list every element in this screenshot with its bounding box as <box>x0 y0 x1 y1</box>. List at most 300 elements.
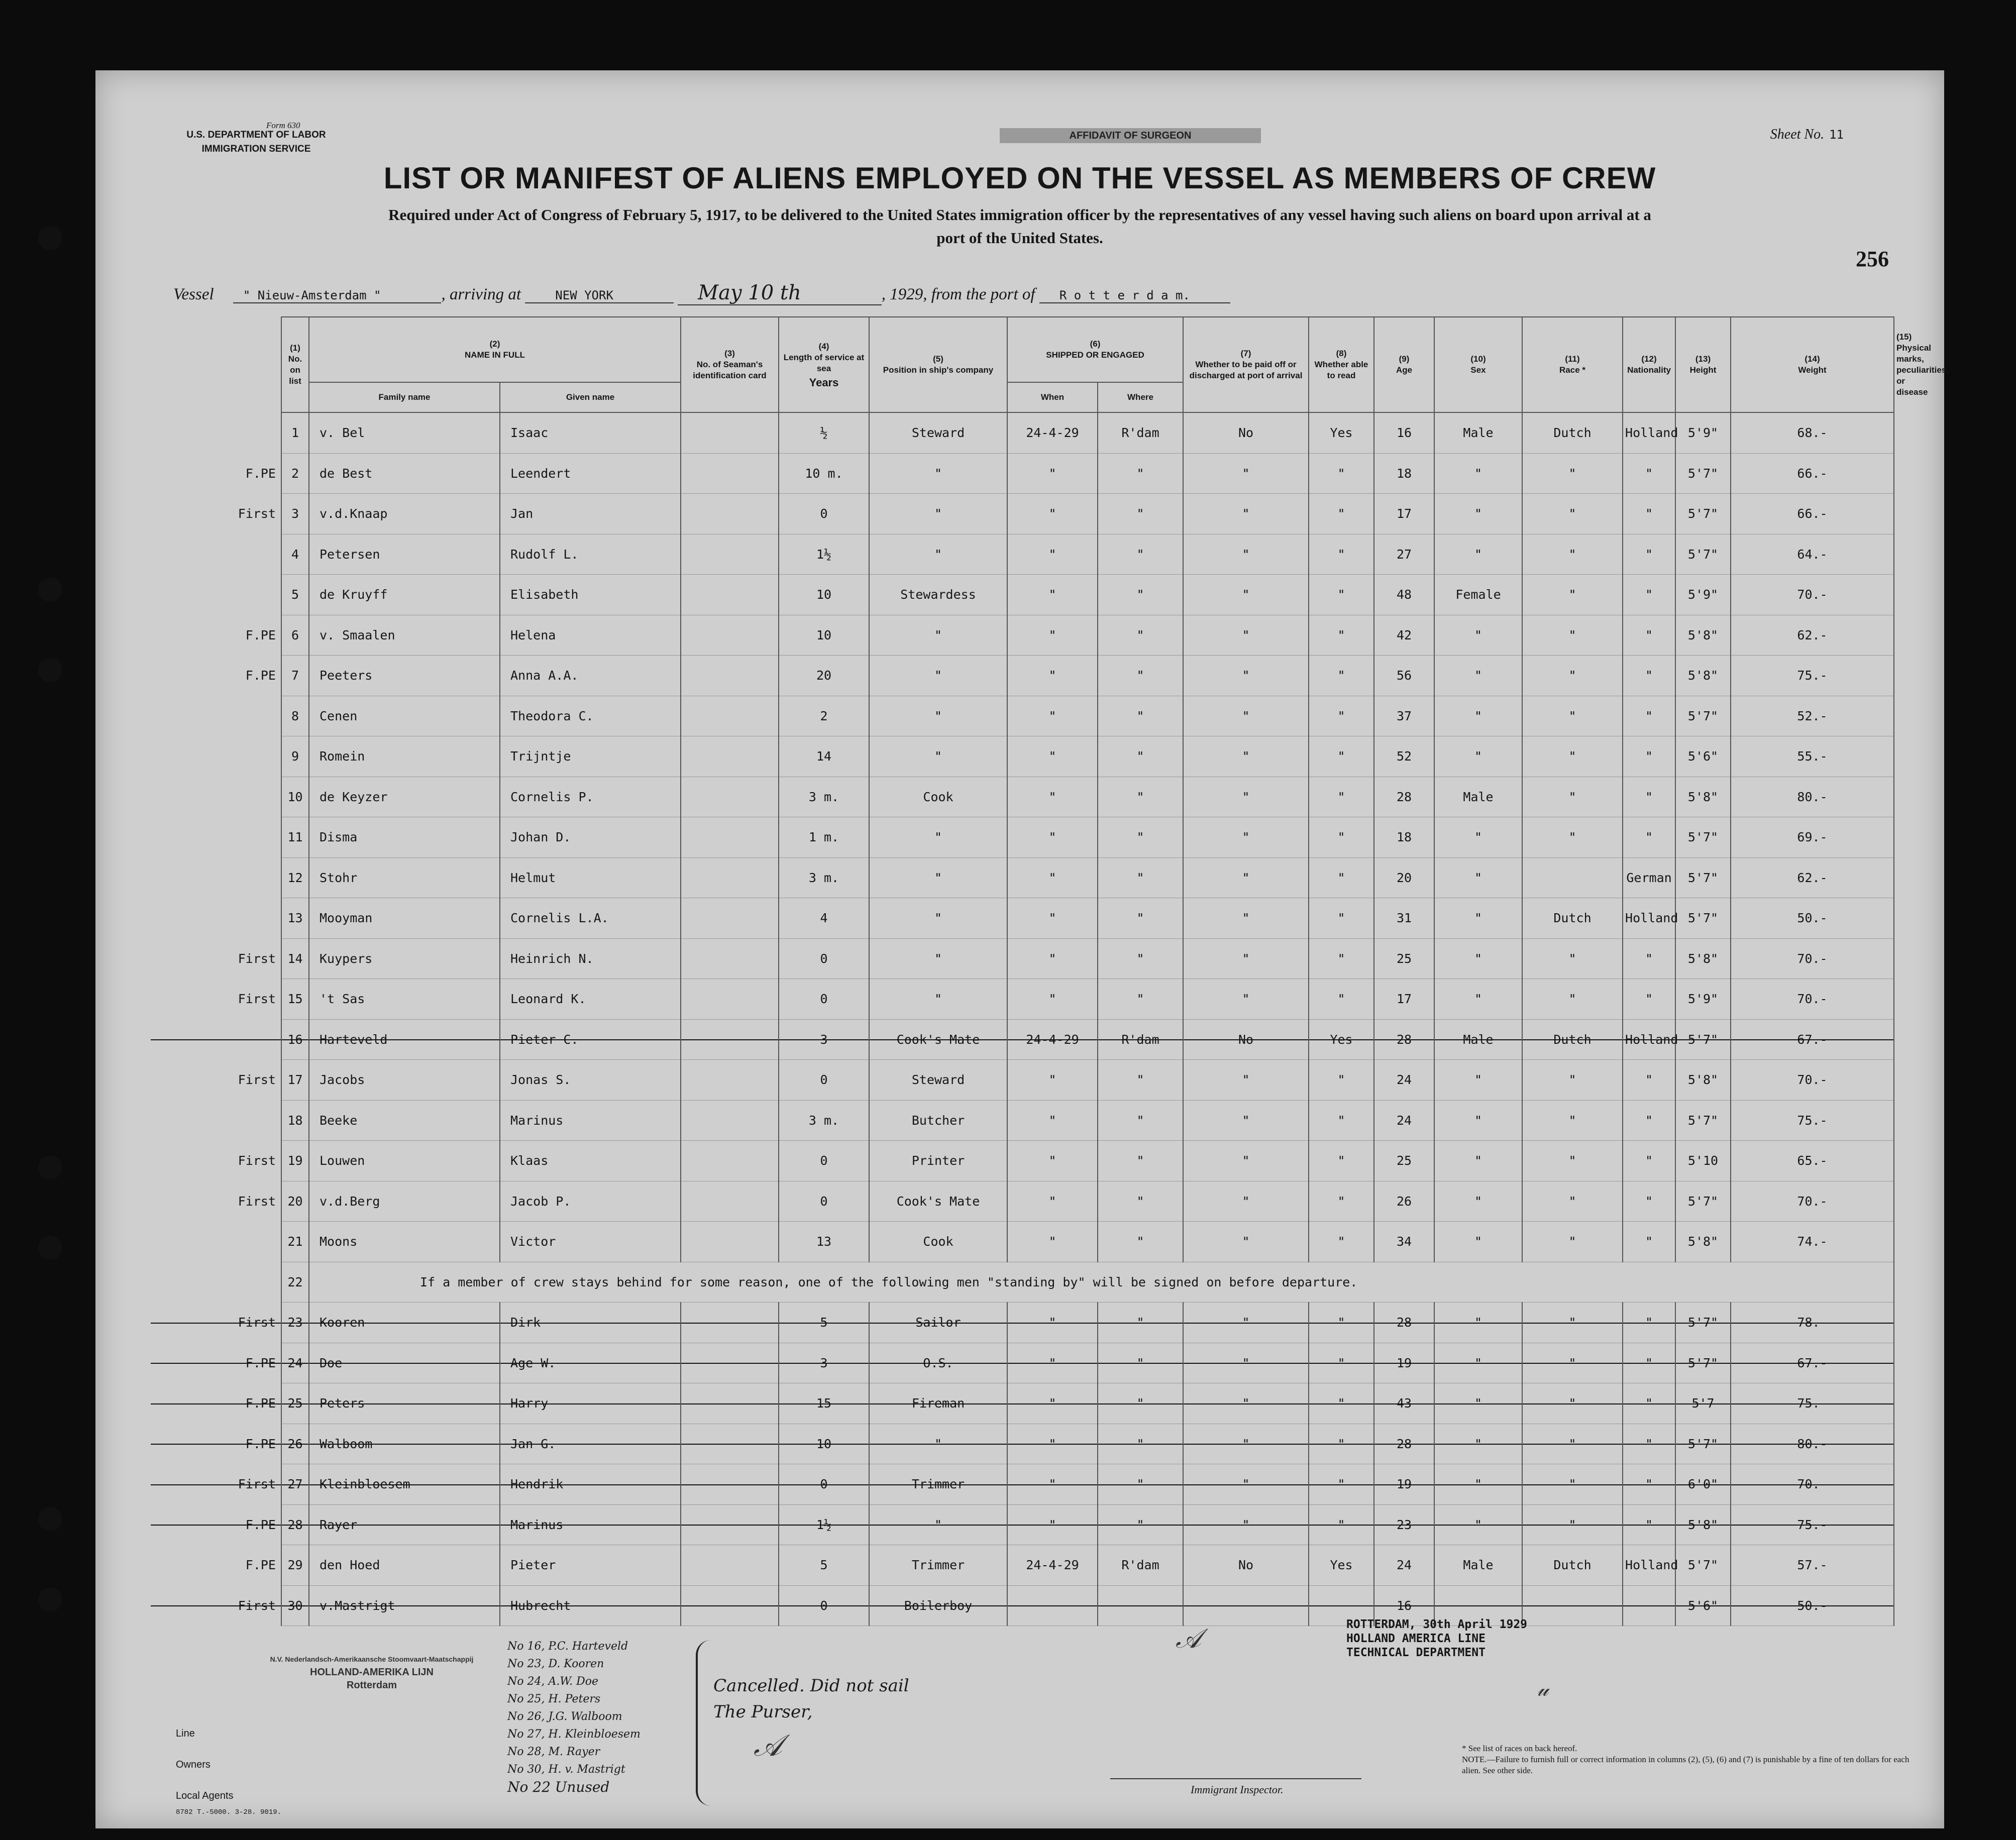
cell-read: " <box>1309 1464 1374 1505</box>
cell-age: 52 <box>1374 736 1434 777</box>
cell-age: 43 <box>1374 1383 1434 1424</box>
cell-nat: " <box>1623 1141 1675 1181</box>
cell-when: " <box>1007 1141 1098 1181</box>
cell-paid: " <box>1183 696 1309 736</box>
header-given-name: Given name <box>500 382 681 412</box>
cell-card <box>681 777 779 817</box>
row-prefix: First <box>238 1153 276 1168</box>
cell-ht: 5'7" <box>1675 494 1731 534</box>
cell-ht: 5'10 <box>1675 1141 1731 1181</box>
cell-card <box>681 1504 779 1545</box>
cell-race: Dutch <box>1522 898 1623 939</box>
cell-when: " <box>1007 898 1098 939</box>
cell-yrs: 0 <box>779 938 869 979</box>
cell-pos: " <box>869 898 1007 939</box>
cell-ht: 5'7" <box>1675 1303 1731 1343</box>
cell-fam: Kleinbloesem <box>309 1464 500 1505</box>
cell-ht: 5'7" <box>1675 696 1731 736</box>
cell-where: " <box>1098 615 1183 656</box>
cell-paid: " <box>1183 979 1309 1020</box>
cell-fam: de Keyzer <box>309 777 500 817</box>
cell-race: " <box>1522 817 1623 858</box>
cell-pos: " <box>869 1424 1007 1464</box>
cell-no: 13 <box>281 898 309 939</box>
cell-sex: " <box>1434 1181 1522 1222</box>
cell-giv: Jonas S. <box>500 1060 681 1101</box>
cell-wt: 80.- <box>1731 1424 1894 1464</box>
cell-fam: Romein <box>309 736 500 777</box>
cell-ht: 5'7" <box>1675 817 1731 858</box>
cell-sex: " <box>1434 1141 1522 1181</box>
cell-sex: " <box>1434 1464 1522 1505</box>
cell-ht: 5'9" <box>1675 412 1731 453</box>
cell-age: 24 <box>1374 1545 1434 1586</box>
table-row <box>151 453 1894 494</box>
cell-card <box>681 1343 779 1383</box>
cell-when: 24-4-29 <box>1007 1545 1098 1586</box>
cell-card <box>681 615 779 656</box>
cell-read: Yes <box>1309 412 1374 453</box>
cell-card <box>681 453 779 494</box>
cell-sex: " <box>1434 696 1522 736</box>
cell-giv: Harry <box>500 1383 681 1424</box>
cell-yrs: 3 m. <box>779 777 869 817</box>
cell-pos: " <box>869 534 1007 575</box>
table-row <box>151 1424 1894 1464</box>
cell-yrs: 0 <box>779 1141 869 1181</box>
vessel-line <box>173 281 1230 304</box>
cell-wt: 80.- <box>1731 777 1894 817</box>
cell-age: 34 <box>1374 1222 1434 1262</box>
cell-sex: " <box>1434 857 1522 898</box>
cell-sex: " <box>1434 1060 1522 1101</box>
cell-paid: " <box>1183 656 1309 696</box>
cell-no: 9 <box>281 736 309 777</box>
cell-giv: Cornelis P. <box>500 777 681 817</box>
cell-nat: " <box>1623 656 1675 696</box>
cell-card <box>681 1303 779 1343</box>
cell-fam: Disma <box>309 817 500 858</box>
row-prefix <box>151 736 281 777</box>
table-row <box>151 656 1894 696</box>
cell-giv: Johan D. <box>500 817 681 858</box>
cell-race: " <box>1522 1504 1623 1545</box>
cell-giv: Klaas <box>500 1141 681 1181</box>
table-row <box>151 1262 1894 1303</box>
table-row <box>151 777 1894 817</box>
cell-wt: 78.- <box>1731 1303 1894 1343</box>
cell-read: " <box>1309 1181 1374 1222</box>
cell-where: " <box>1098 696 1183 736</box>
cell-yrs: 0 <box>779 1060 869 1101</box>
cell-age: 23 <box>1374 1504 1434 1545</box>
cell-sex: Male <box>1434 1545 1522 1586</box>
cell-wt: 70.- <box>1731 1060 1894 1101</box>
cell-fam: Doe <box>309 1343 500 1383</box>
cell-when: 24-4-29 <box>1007 1019 1098 1060</box>
header-shipped: (6) SHIPPED OR ENGAGED <box>1007 317 1183 382</box>
cell-age: 27 <box>1374 534 1434 575</box>
sheet-label: Sheet No. <box>1770 127 1825 142</box>
arriving-port: NEW YORK <box>525 288 674 303</box>
table-row <box>151 736 1894 777</box>
cell-age: 17 <box>1374 494 1434 534</box>
table-row <box>151 696 1894 736</box>
page-stamp-number: 256 <box>1856 247 1889 271</box>
cell-age: 25 <box>1374 1141 1434 1181</box>
cell-wt: 52.- <box>1731 696 1894 736</box>
cell-fam: Cenen <box>309 696 500 736</box>
purser-note: No 26, J.G. Walboom <box>507 1710 622 1723</box>
cell-card <box>681 1019 779 1060</box>
cell-card <box>681 1464 779 1505</box>
cell-wt: 64.- <box>1731 534 1894 575</box>
binder-hole <box>38 1155 62 1179</box>
cell-when: " <box>1007 1100 1098 1141</box>
inspector-signature: 𝒜 <box>1176 1622 1202 1654</box>
dept-line: IMMIGRATION SERVICE <box>201 144 311 154</box>
print-code: 8782 T.-5000. 3-28. 9019. <box>176 1808 282 1816</box>
cell-wt: 62.- <box>1731 615 1894 656</box>
cell-read: " <box>1309 898 1374 939</box>
cell-fam: Moons <box>309 1222 500 1262</box>
row-number: 22 <box>281 1262 309 1303</box>
cell-pos: Steward <box>869 412 1007 453</box>
dept-line: U.S. DEPARTMENT OF LABOR <box>186 130 326 140</box>
cell-where: " <box>1098 938 1183 979</box>
margin-col-header <box>151 317 281 412</box>
cell-age: 20 <box>1374 857 1434 898</box>
cell-nat: " <box>1623 1343 1675 1383</box>
cell-sex: Male <box>1434 777 1522 817</box>
cell-where: " <box>1098 1181 1183 1222</box>
cell-where: " <box>1098 1060 1183 1101</box>
purser-note: No 16, P.C. Harteveld <box>507 1640 628 1653</box>
cell-ht: 5'7" <box>1675 898 1731 939</box>
cell-card <box>681 979 779 1020</box>
cell-read: Yes <box>1309 1019 1374 1060</box>
cell-when: " <box>1007 1181 1098 1222</box>
cell-paid: No <box>1183 1545 1309 1586</box>
table-row <box>151 1504 1894 1545</box>
cell-when: " <box>1007 1343 1098 1383</box>
row-prefix: First <box>151 1464 281 1505</box>
bottom-labels <box>176 1718 234 1811</box>
row-prefix <box>151 1262 281 1303</box>
cell-read: " <box>1309 817 1374 858</box>
cell-sex: " <box>1434 1100 1522 1141</box>
cell-no: 26 <box>281 1424 309 1464</box>
table-row <box>151 938 1894 979</box>
stamp-line: TECHNICAL DEPARTMENT <box>1346 1646 1486 1659</box>
cell-giv: Leonard K. <box>500 979 681 1020</box>
cell-wt: 75.- <box>1731 1100 1894 1141</box>
stamp-line: HOLLAND AMERICA LINE <box>1346 1632 1486 1645</box>
cell-where: " <box>1098 979 1183 1020</box>
cell-card <box>681 494 779 534</box>
cell-age: 24 <box>1374 1100 1434 1141</box>
cell-yrs: 1½ <box>779 534 869 575</box>
cell-when: " <box>1007 777 1098 817</box>
table-row <box>151 494 1894 534</box>
cell-wt: 65.- <box>1731 1141 1894 1181</box>
cell-fam: Peters <box>309 1383 500 1424</box>
cell-pos: " <box>869 938 1007 979</box>
cell-age: 17 <box>1374 979 1434 1020</box>
header-paid-off: (7) Whether to be paid off or discharged at port of arrival <box>1183 317 1309 412</box>
row-prefix: F.PE <box>245 1558 276 1573</box>
cell-no: 6 <box>281 615 309 656</box>
cell-yrs: 0 <box>779 979 869 1020</box>
cell-read: " <box>1309 656 1374 696</box>
cell-nat: " <box>1623 534 1675 575</box>
cell-nat: German <box>1623 857 1675 898</box>
cell-yrs: 2 <box>779 696 869 736</box>
cell-race: " <box>1522 494 1623 534</box>
cell-paid: No <box>1183 1019 1309 1060</box>
crew-manifest-table: (1) No. on list (2) NAME IN FULL (3) No. of Seaman's identification card (4) Length of service at sea Years (5) Position in ship's company (6) SHIPPED OR ENGAGED (7) Whether to be paid off or discharged at port of arrival (8) Whether able to read (9) Age (10) Sex (11) Race * (12) Nationality (13) Height (14) Weight (15) Physical marks, peculiarities, or disease Family name Given name When Where 1 v. Bel Isaac ½ Steward 24-4-29 R'dam No Yes 16 Male Dutch Holland 5'9" 68.- F.PE 2 de Best Leendert 10 m. " " " " " 18 " " " 5'7" 66.- First 3 v.d.Knaap Jan 0 " " " " " 17 " " " 5'7" 66.- 4 Petersen Rudolf L. 1½ " " " " " 27 " " " 5'7" 64.- 5 de Kruyff Elisabeth 10 Stewardess " " " " 48 Female " " 5'9" 70.- F.PE 6 v. Smaalen Helena 10 " " " " " 42 " " " 5'8" 62.- F.PE 7 Peeters Anna A.A. 20 " " " " " 56 " " " 5'8" 75.- 8 Cenen Theodora C. 2 " " " " " 37 " " " 5'7" 52.- 9 Romein Trijntje 14 " " " " " 52 " " " 5'6" 55.- 10 de Keyzer Cornelis P. 3 m. Cook " " " " 28 Male " " 5'8" 80.- 11 Disma Johan D. 1 m. " " " " " 18 " " " 5'7" 69.- 12 Stohr Helmut 3 m. " " " " " 20 " German 5'7" 62.- 13 Mooyman Cornelis L.A. 4 " " " " " 31 " Dutch Holland 5'7" 50.- First 14 Kuypers Heinrich N. 0 " " " " " 25 " " " 5'8" 70.- First 15 't Sas Leonard K. 0 " " " " " 17 " " " 5'9" 70.- 16 Harteveld Pieter C. 3 Cook's Mate 24-4-29 R'dam No Yes 28 Male Dutch Holland 5'7" 67.- First 17 Jacobs Jonas S. 0 Steward " " " " 24 " " " 5'8" 70.- 18 Beeke Marinus 3 m. Butcher " " " " 24 " " " 5'7" 75.- First 19 Louwen Klaas 0 Printer " " " " 25 " " " 5'10 65.- First 20 v.d.Berg Jacob P. 0 Cook's Mate " " " " 26 " " " 5'7" 70.- 21 Moons Victor 13 Cook " " " " 34 " " " 5'8" 74.- 22 If a member of crew stays behind for some reason, one of the following men "standing by" will be signed on before departure. First 23 Kooren Dirk 5 Sailor " " " " 28 " " " 5'7" 78.- F.PE 24 Doe Age W. 3 O.S. " " " " 19 " " " 5'7" 67.- F.PE 25 Peters Harry 15 Fireman " " " " 43 " " " 5'7 75.- F.PE 26 Walboom Jan G. 10 " " " " " 28 " " " 5'7" 80.- First 27 Kleinbloesem Hendrik 0 Trimmer " " " " 19 " " " 6'0" 70.- F.PE 28 Rayer Marinus 1½ " " " " " 23 " " " 5'8" 75.- F.PE 29 den Hoed Pieter 5 Trimmer 24-4-29 R'dam No Yes 24 Male Dutch Holland 5'7" 57.- First 30 v.Mastrigt Hubrecht 0 Boilerboy 16 5'6" 50.- <box>151 316 1894 1626</box>
purser-note: No 22 Unused <box>507 1779 610 1795</box>
table-row <box>151 857 1894 898</box>
row-prefix <box>151 898 281 939</box>
cell-race: " <box>1522 1141 1623 1181</box>
cell-where: " <box>1098 453 1183 494</box>
cell-paid: " <box>1183 1464 1309 1505</box>
row-prefix: First <box>151 1303 281 1343</box>
cell-age: 37 <box>1374 696 1434 736</box>
manifest-body <box>151 412 1894 1626</box>
cell-when <box>1007 1585 1098 1626</box>
cell-card <box>681 1424 779 1464</box>
label-owners: Owners <box>176 1759 210 1770</box>
cell-pos: Stewardess <box>869 575 1007 615</box>
cell-sex: " <box>1434 656 1522 696</box>
header-where: Where <box>1098 382 1183 412</box>
cell-fam: Kuypers <box>309 938 500 979</box>
cell-no: 18 <box>281 1100 309 1141</box>
cell-pos: Steward <box>869 1060 1007 1101</box>
cell-race: Dutch <box>1522 1019 1623 1060</box>
cell-yrs: 1½ <box>779 1504 869 1545</box>
cell-pos: Fireman <box>869 1383 1007 1424</box>
row-prefix <box>151 1019 281 1060</box>
label-line: Line <box>176 1728 195 1739</box>
cell-age: 28 <box>1374 1303 1434 1343</box>
cell-paid: " <box>1183 1343 1309 1383</box>
cell-giv: Helena <box>500 615 681 656</box>
stamp-line: HOLLAND-AMERIKA LIJN <box>310 1667 434 1678</box>
row-prefix: F.PE <box>151 1383 281 1424</box>
cell-nat: " <box>1623 979 1675 1020</box>
cell-when: " <box>1007 1303 1098 1343</box>
cell-age: 48 <box>1374 575 1434 615</box>
cell-race: Dutch <box>1522 1545 1623 1586</box>
cell-read: " <box>1309 453 1374 494</box>
cell-read: " <box>1309 777 1374 817</box>
row-prefix: F.PE <box>151 1504 281 1545</box>
cell-where: " <box>1098 777 1183 817</box>
cell-giv: Victor <box>500 1222 681 1262</box>
cell-sex: " <box>1434 534 1522 575</box>
cell-pos: Boilerboy <box>869 1585 1007 1626</box>
header-nationality: (12) Nationality <box>1623 317 1675 412</box>
cell-wt: 67.- <box>1731 1019 1894 1060</box>
cell-paid: " <box>1183 736 1309 777</box>
cell-yrs: 3 <box>779 1343 869 1383</box>
cell-age: 19 <box>1374 1343 1434 1383</box>
cell-wt: 67.- <box>1731 1343 1894 1383</box>
cell-age: 42 <box>1374 615 1434 656</box>
label-local-agents: Local Agents <box>176 1790 234 1801</box>
table-row <box>151 1141 1894 1181</box>
cell-where: " <box>1098 1504 1183 1545</box>
cell-ht: 5'8" <box>1675 938 1731 979</box>
cell-pos: O.S. <box>869 1343 1007 1383</box>
cell-nat: " <box>1623 1424 1675 1464</box>
table-row <box>151 898 1894 939</box>
cell-fam: v.d.Berg <box>309 1181 500 1222</box>
cell-no: 23 <box>281 1303 309 1343</box>
cell-when: " <box>1007 1222 1098 1262</box>
cell-wt: 70.- <box>1731 979 1894 1020</box>
table-row <box>151 1383 1894 1424</box>
cell-ht: 5'8" <box>1675 1504 1731 1545</box>
cell-age: 28 <box>1374 777 1434 817</box>
binder-hole <box>38 1507 62 1531</box>
cell-no: 28 <box>281 1504 309 1545</box>
inspector-label: Immigrant Inspector. <box>1191 1783 1284 1796</box>
cell-race: " <box>1522 575 1623 615</box>
cell-paid: " <box>1183 1222 1309 1262</box>
cell-card <box>681 938 779 979</box>
cell-giv: Marinus <box>500 1504 681 1545</box>
cell-age: 31 <box>1374 898 1434 939</box>
cell-fam: de Kruyff <box>309 575 500 615</box>
cell-nat: " <box>1623 777 1675 817</box>
cell-read: " <box>1309 979 1374 1020</box>
purser-note: No 27, H. Kleinbloesem <box>507 1728 641 1741</box>
port-label: , from the port of <box>923 285 1035 303</box>
cell-where: R'dam <box>1098 1545 1183 1586</box>
cell-read: " <box>1309 696 1374 736</box>
row-prefix: F.PE <box>151 1424 281 1464</box>
cell-when: " <box>1007 938 1098 979</box>
cell-ht: 5'8" <box>1675 1060 1731 1101</box>
cell-nat: " <box>1623 1383 1675 1424</box>
cell-wt: 74.- <box>1731 1222 1894 1262</box>
vessel-name: " Nieuw-Amsterdam " <box>233 288 442 303</box>
cell-wt: 70.- <box>1731 938 1894 979</box>
cell-race: " <box>1522 979 1623 1020</box>
table-row <box>151 979 1894 1020</box>
cell-ht: 5'7" <box>1675 534 1731 575</box>
cell-yrs: 15 <box>779 1383 869 1424</box>
cell-when: " <box>1007 979 1098 1020</box>
cell-read: " <box>1309 1504 1374 1545</box>
year-label: , 1929 <box>881 285 923 303</box>
row-prefix: First <box>238 506 276 521</box>
cell-giv: Rudolf L. <box>500 534 681 575</box>
cell-card <box>681 534 779 575</box>
cell-paid: " <box>1183 1181 1309 1222</box>
cell-fam: Beeke <box>309 1100 500 1141</box>
rotterdam-stamp <box>1346 1617 1527 1660</box>
cell-pos: Printer <box>869 1141 1007 1181</box>
cell-fam: Harteveld <box>309 1019 500 1060</box>
cell-where: R'dam <box>1098 1019 1183 1060</box>
cell-read: " <box>1309 1424 1374 1464</box>
cell-pos: " <box>869 615 1007 656</box>
cell-read: " <box>1309 1141 1374 1181</box>
cell-ht: 5'7" <box>1675 857 1731 898</box>
cell-wt: 70.- <box>1731 1181 1894 1222</box>
cell-card <box>681 898 779 939</box>
stamp-line: N.V. Nederlandsch-Amerikaansche Stoomvaart-Maatschappij <box>270 1655 474 1663</box>
cell-no: 15 <box>281 979 309 1020</box>
cell-race: " <box>1522 1343 1623 1383</box>
cell-pos: " <box>869 979 1007 1020</box>
cell-giv: Isaac <box>500 412 681 453</box>
cell-giv: Helmut <box>500 857 681 898</box>
cell-where: " <box>1098 534 1183 575</box>
cell-where: " <box>1098 1100 1183 1141</box>
row-prefix: F.PE <box>245 466 276 481</box>
cell-fam: Petersen <box>309 534 500 575</box>
cell-wt: 62.- <box>1731 857 1894 898</box>
cell-yrs: 10 <box>779 615 869 656</box>
cell-when: " <box>1007 534 1098 575</box>
cell-sex: " <box>1434 1222 1522 1262</box>
cell-card <box>681 1222 779 1262</box>
cell-giv: Jacob P. <box>500 1181 681 1222</box>
department-signature: 𝓊 <box>1537 1678 1549 1701</box>
cell-no: 2 <box>281 453 309 494</box>
cell-pos: " <box>869 817 1007 858</box>
cell-paid: " <box>1183 615 1309 656</box>
cell-card <box>681 1383 779 1424</box>
cell-giv: Theodora C. <box>500 696 681 736</box>
cell-where: " <box>1098 575 1183 615</box>
cell-nat <box>1623 1585 1675 1626</box>
cell-paid: " <box>1183 938 1309 979</box>
cell-ht: 5'8" <box>1675 1222 1731 1262</box>
cell-wt: 70.- <box>1731 1464 1894 1505</box>
cell-fam: v. Bel <box>309 412 500 453</box>
cell-nat: " <box>1623 1100 1675 1141</box>
cell-giv: Hendrik <box>500 1464 681 1505</box>
cell-card <box>681 736 779 777</box>
cell-race: " <box>1522 656 1623 696</box>
stamp-line: Rotterdam <box>346 1680 397 1691</box>
brace-mark <box>696 1640 713 1806</box>
cell-no: 7 <box>281 656 309 696</box>
cell-yrs: 0 <box>779 1181 869 1222</box>
header-no: (1) No. on list <box>281 317 309 412</box>
subtitle-line: Required under Act of Congress of February 5, 1917, to be delivered to the United States immigration officer by the representatives of any vessel having such aliens on board upon arrival at a <box>388 206 1651 224</box>
form-number: Form 630 <box>266 121 300 130</box>
cell-paid: No <box>1183 412 1309 453</box>
cell-nat: " <box>1623 817 1675 858</box>
cell-read: " <box>1309 938 1374 979</box>
binder-hole <box>38 1587 62 1611</box>
cell-pos: Cook's Mate <box>869 1019 1007 1060</box>
sheet-value: 11 <box>1829 128 1844 142</box>
cell-yrs: 13 <box>779 1222 869 1262</box>
cell-giv: Dirk <box>500 1303 681 1343</box>
cell-where: " <box>1098 1424 1183 1464</box>
cell-giv: Cornelis L.A. <box>500 898 681 939</box>
cell-read: " <box>1309 1060 1374 1101</box>
